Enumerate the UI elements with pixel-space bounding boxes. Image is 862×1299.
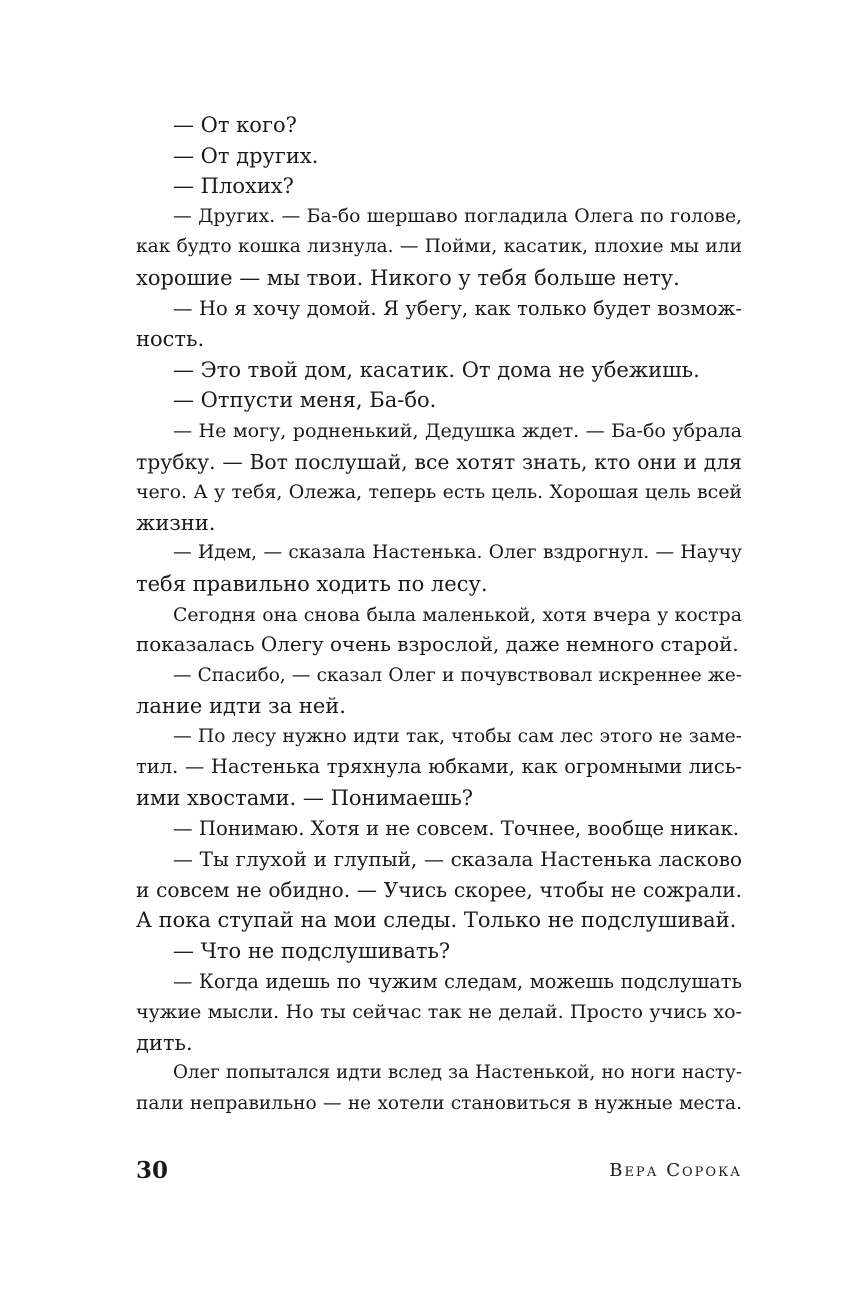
text-line: — Идем, — сказала Настенька. Олег вздрогнул. — Научу xyxy=(173,542,742,564)
text-line: — Спасибо, — сказал Олег и почувствовал искреннее же- xyxy=(173,664,742,686)
text-line: Сегодня она снова была маленькой, хотя вчера у костра xyxy=(173,603,742,626)
text-line: жизни. xyxy=(136,510,216,535)
text-line: хорошие — мы твои. Никого у тебя больше нету. xyxy=(136,265,680,290)
text-line: — Ты глухой и глупый, — сказала Настенька ласково xyxy=(173,847,742,872)
text-line: — По лесу нужно идти так, чтобы сам лес этого не заме- xyxy=(173,725,742,747)
text-line: — Но я хочу домой. Я убегу, как только будет возмож- xyxy=(173,296,742,320)
text-line: — От кого? xyxy=(173,113,297,137)
running-head-author: Вера Сорока xyxy=(609,1160,742,1181)
text-line: Олег попытался идти вслед за Настенькой, но ноги насту- xyxy=(173,1062,742,1084)
body-text xyxy=(136,110,742,1120)
text-line: чего. А у тебя, Олежа, теперь есть цель. Хорошая цель всей xyxy=(136,481,742,504)
text-line: — Плохих? xyxy=(173,174,294,199)
text-line: тебя правильно ходить по лесу. xyxy=(136,571,488,596)
text-line: — Что не подслушивать? xyxy=(173,939,451,964)
text-line: — Отпусти меня, Ба-бо. xyxy=(173,388,437,413)
text-line: — Не могу, родненький, Дедушка ждет. — Ба-бо убрала xyxy=(173,419,742,442)
text-line: как будто кошка лизнула. — Пойми, касатик, плохие мы или xyxy=(136,236,742,258)
text-line: — Других. — Ба-бо шершаво погладила Олега по голове, xyxy=(173,205,742,227)
page-footer xyxy=(136,1156,742,1186)
page-number: 30 xyxy=(136,1157,169,1184)
text-line: трубку. — Вот послушай, все хотят знать, кто они и для xyxy=(136,449,742,474)
text-line: ими хвостами. — Понимаешь? xyxy=(136,786,474,811)
text-line: показалась Олегу очень взрослой, даже немного старой. xyxy=(136,633,739,657)
text-line: — Когда идешь по чужим следам, можешь подслушать xyxy=(173,969,742,993)
text-line: ность. xyxy=(136,327,205,352)
text-line: А пока ступай на мои следы. Только не подслушивай. xyxy=(136,908,737,933)
text-line: лание идти за ней. xyxy=(136,694,346,719)
text-line: пали неправильно — не хотели становиться в нужные места. xyxy=(136,1093,742,1114)
text-line: дить. xyxy=(136,1030,193,1055)
text-line: чужие мысли. Но ты сейчас так не делай. Просто учись хо- xyxy=(136,1001,742,1024)
text-line: тил. — Настенька тряхнула юбками, как огромными лись- xyxy=(136,755,742,779)
text-line: и совсем не обидно. — Учись скорее, чтобы не сожрали. xyxy=(136,877,742,902)
text-line: — Это твой дом, касатик. От дома не убежишь. xyxy=(173,357,700,382)
text-line: — Понимаю. Хотя и не совсем. Точнее, вообще никак. xyxy=(173,816,739,840)
text-line: — От других. xyxy=(173,143,319,168)
